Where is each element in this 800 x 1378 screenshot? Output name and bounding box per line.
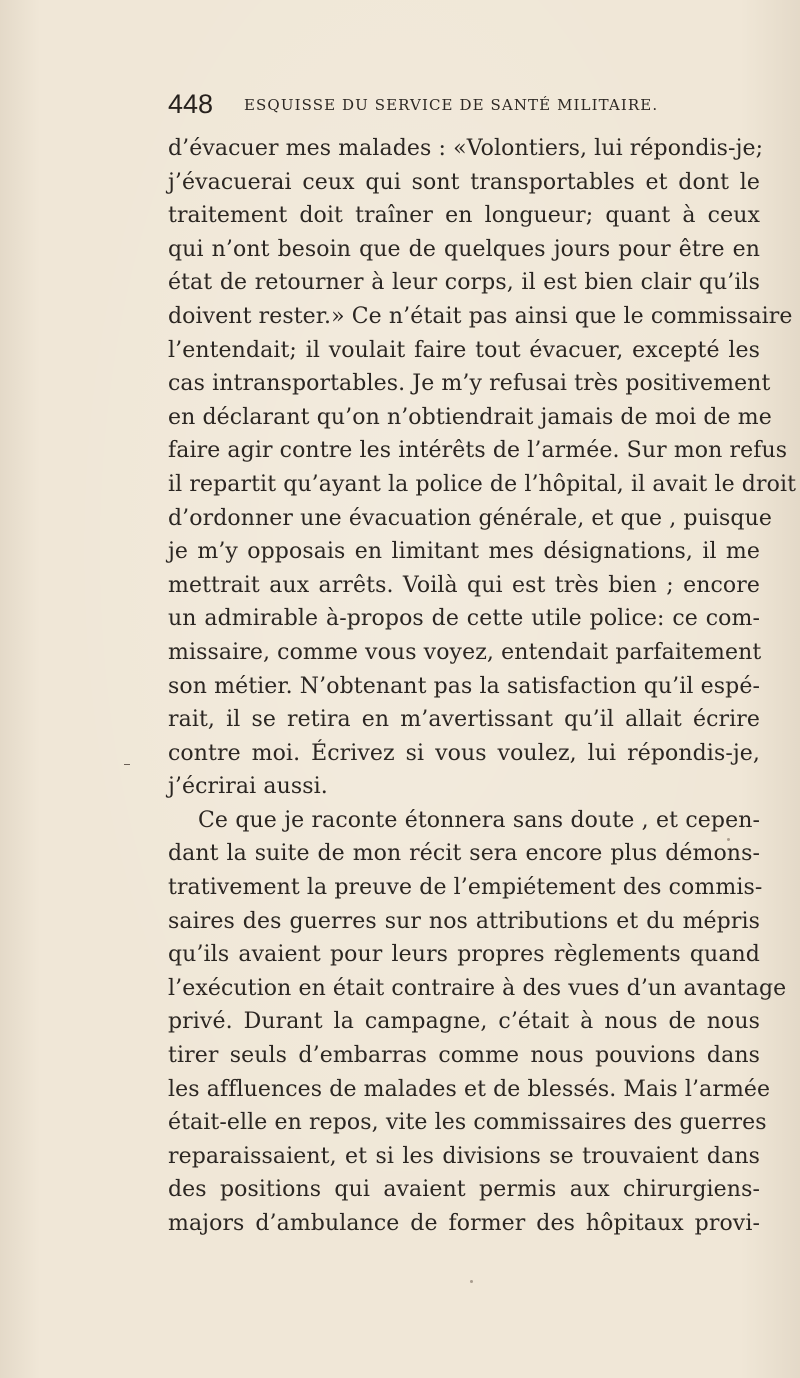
text-line: son métier. N’obtenant pas la satisfaction qu’il espé- [168, 673, 760, 699]
text-line: privé. Durant la campagne, c’était à nous de nous [168, 1009, 760, 1035]
text-line: je m’y opposais en limitant mes désignations, il me [168, 539, 760, 565]
text-line: était-elle en repos, vite les commissaires des guerres [168, 1110, 767, 1136]
page-header [168, 89, 728, 124]
text-line: missaire, comme vous voyez, entendait parfaitement [168, 639, 762, 665]
text-line: des positions qui avaient permis aux chirurgiens- [168, 1177, 760, 1203]
text-line: qui n’ont besoin que de quelques jours pour être en [168, 236, 760, 262]
text-line: contre moi. Écrivez si vous voulez, lui répondis-je, [168, 740, 760, 766]
text-line: tirer seuls d’embarras comme nous pouvions dans [168, 1043, 760, 1069]
text-line: les affluences de malades et de blessés. Mais l’armée [168, 1076, 771, 1102]
text-line: en déclarant qu’on n’obtiendrait jamais de moi de me [168, 404, 772, 430]
text-line: reparaissaient, et si les divisions se trouvaient dans [168, 1143, 760, 1169]
text-line: l’entendait; il voulait faire tout évacuer, excepté les [168, 337, 760, 363]
text-line: saires des guerres sur nos attributions et du mépris [168, 908, 760, 934]
text-line: d’ordonner une évacuation générale, et que , puisque [168, 505, 772, 531]
text-line: qu’ils avaient pour leurs propres règlements quand [168, 942, 760, 968]
text-line: j’écrirai aussi. [168, 774, 328, 800]
text-line: mettrait aux arrêts. Voilà qui est très bien ; encore [168, 572, 760, 598]
text-line: faire agir contre les intérêts de l’armée. Sur mon refus [168, 438, 788, 464]
text-line: traitement doit traîner en longueur; quant à ceux [168, 203, 760, 229]
text-line: j’évacuerai ceux qui sont transportables et dont le [168, 169, 760, 195]
body-text [168, 132, 797, 1241]
text-line: rait, il se retira en m’avertissant qu’il allait écrire [168, 707, 760, 733]
running-head: ESQUISSE DU SERVICE DE SANTÉ MILITAIRE. [244, 96, 659, 114]
text-line: un admirable à-propos de cette utile police: ce com- [168, 606, 760, 632]
paper-speck [470, 1280, 473, 1283]
text-line: doivent rester.» Ce n’était pas ainsi que le commissaire [168, 303, 793, 329]
text-line: d’évacuer mes malades : «Volontiers, lui répondis-je; [168, 136, 764, 161]
text-line: trativement la preuve de l’empiétement des commis- [168, 875, 763, 901]
text-line: cas intransportables. Je m’y refusai très positivement [168, 371, 771, 397]
margin-mark [124, 764, 130, 765]
text-line: l’exécution en était contraire à des vues d’un avantage [168, 975, 787, 1001]
paper-speck [727, 838, 730, 841]
page-number: 448 [168, 89, 214, 119]
text-line: il repartit qu’ayant la police de l’hôpital, il avait le droit [168, 471, 797, 497]
text-line: état de retourner à leur corps, il est bien clair qu’ils [168, 270, 760, 296]
text-line: majors d’ambulance de former des hôpitaux provi- [168, 1211, 760, 1236]
text-line: dant la suite de mon récit sera encore plus démons- [168, 841, 760, 867]
text-line: Ce que je raconte étonnera sans doute , et cepen- [198, 807, 760, 833]
